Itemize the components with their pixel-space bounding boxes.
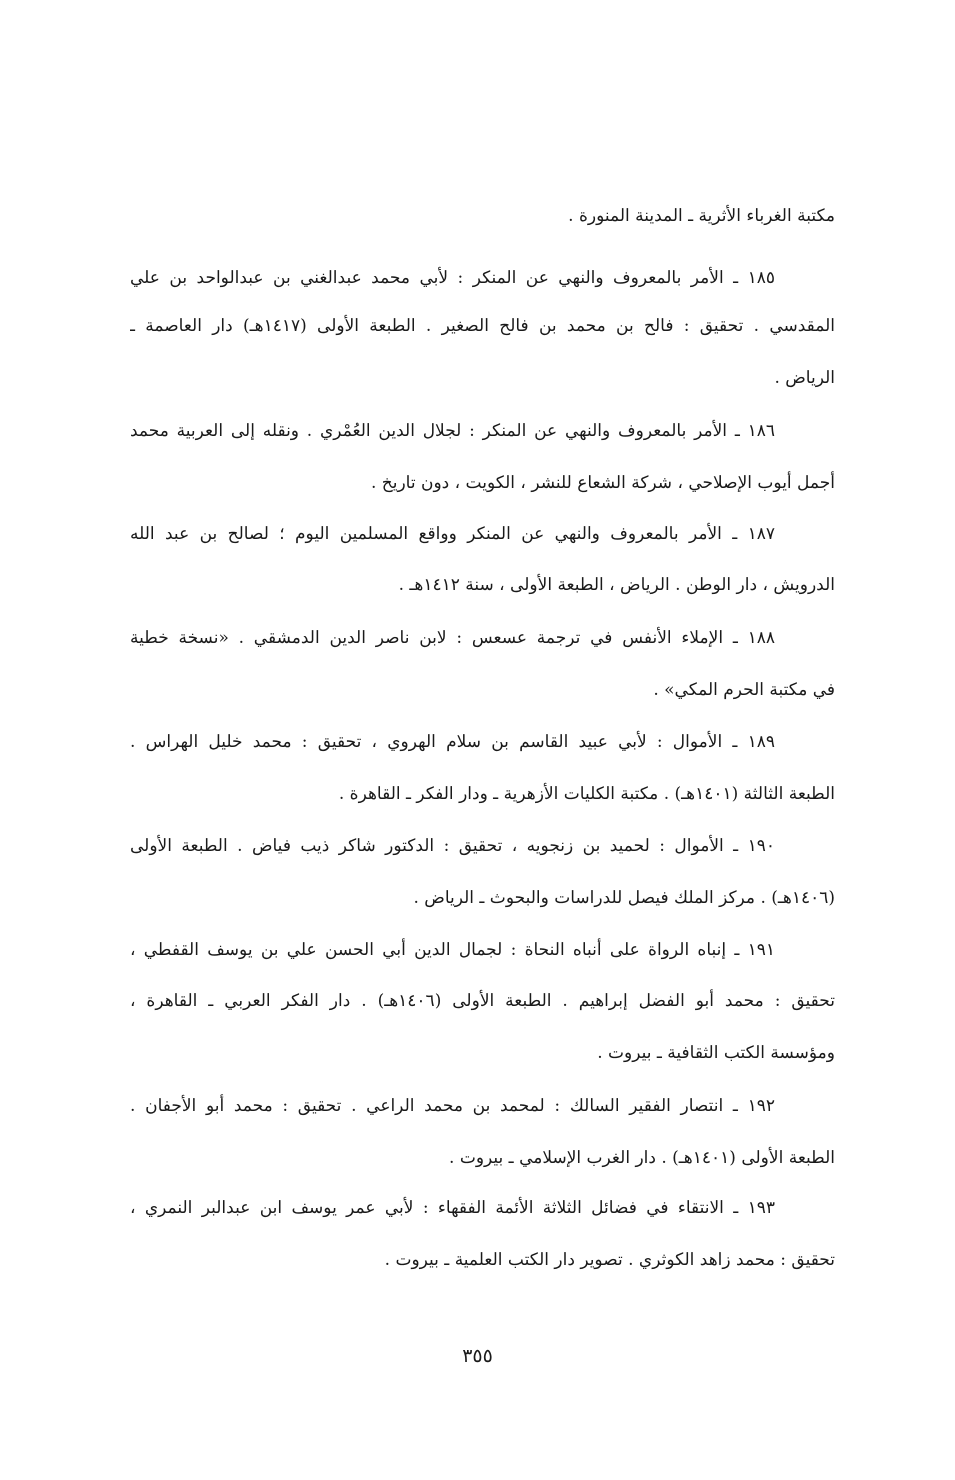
entry-186-line-1: ١٨٦ ـ الأمر بالمعروف والنهي عن المنكر : لجلال الدين العُمْري . ونقله إلى العربية محمد [130,421,775,441]
entry-191-line-1: ١٩١ ـ إنباه الرواة على أنباه النحاة : لجمال الدين أبي الحسن علي بن يوسف القفطي ، [130,940,775,960]
entry-188-line-2: في مكتبة الحرم المكي» . [653,680,835,700]
entry-189-line-1: ١٨٩ ـ الأموال : لأبي عبيد القاسم بن سلام الهروي ، تحقيق : محمد خليل الهراس . [130,732,775,752]
entry-190-line-1: ١٩٠ ـ الأموال : لحميد بن زنجويه ، تحقيق : الدكتور شاكر ذيب فياض . الطبعة الأولى [130,836,775,856]
entry-193-line-1: ١٩٣ ـ الانتقاء في فضائل الثلاثة الأئمة الفقهاء : لأبي عمر يوسف ابن عبدالبر النمري ، [130,1198,775,1218]
entry-191-line-3: ومؤسسة الكتب الثقافية ـ بيروت . [597,1043,835,1063]
entry-190-line-2: (١٤٠٦هـ) . مركز الملك فيصل للدراسات والبحوث ـ الرياض . [413,888,835,908]
entry-192-line-1: ١٩٢ ـ انتصار الفقير السالك : لمحمد بن محمد الراعي . تحقيق : محمد أبو الأجفان . [130,1096,775,1116]
entry-191-line-2: تحقيق : محمد أبو الفضل إبراهيم . الطبعة الأولى (١٤٠٦هـ) . دار الفكر العربي ـ القاهرة ، [130,991,835,1011]
entry-193-line-2: تحقيق : محمد زاهد الكوثري . تصوير دار الكتب العلمية ـ بيروت . [384,1250,835,1270]
entry-187-line-2: الدرويش ، دار الوطن . الرياض ، الطبعة الأولى ، سنة ١٤١٢هـ . [398,575,835,595]
entry-185-line-2: المقدسي . تحقيق : فالح بن محمد بن فالح الصغير . الطبعة الأولى (١٤١٧هـ) دار العاصمة ـ [130,316,835,336]
entry-185-line-1: ١٨٥ ـ الأمر بالمعروف والنهي عن المنكر : لأبي محمد عبدالغني بن عبدالواحد بن علي [130,268,775,288]
entry-192-line-2: الطبعة الأولى (١٤٠١هـ) . دار الغرب الإسلامي ـ بيروت . [449,1148,835,1168]
entry-186-line-2: أجمل أيوب الإصلاحي ، شركة الشعاع للنشر ، الكويت ، دون تاريخ . [370,473,835,493]
entry-185-line-3: الرياض . [774,368,835,388]
page-number: ٣٥٥ [462,1345,493,1367]
entry-189-line-2: الطبعة الثالثة (١٤٠١هـ) . مكتبة الكليات الأزهرية ـ ودار الفكر ـ القاهرة . [338,784,835,804]
entry-188-line-1: ١٨٨ ـ الإملاء الأنفس في ترجمة عسعس : لابن ناصر الدين الدمشقي . «نسخة خطية [130,628,775,648]
entry-187-line-1: ١٨٧ ـ الأمر بالمعروف والنهي عن المنكر وواقع المسلمين اليوم ؛ لصالح بن عبد الله [130,524,775,544]
entry-184-line-1: مكتبة الغرباء الأثرية ـ المدينة المنورة . [568,206,835,226]
